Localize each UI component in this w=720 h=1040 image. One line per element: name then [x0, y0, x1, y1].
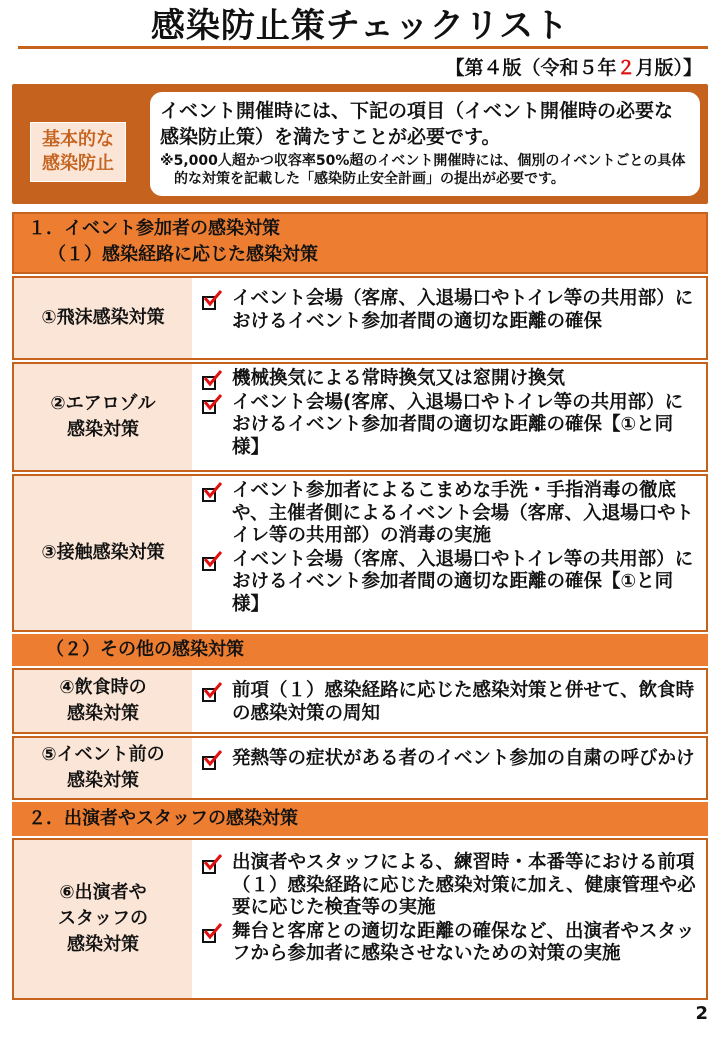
- checkbox-checked-icon: [202, 394, 224, 414]
- checkbox-checked-icon: [202, 682, 224, 702]
- row-contact: [12, 474, 708, 632]
- title-divider: [18, 46, 708, 49]
- checklist-item-text: 出演者やスタッフによる、練習時・本番等における前項（１）感染経路に応じた感染対策に加え、健康管理や必要に応じた検査等の実施: [232, 852, 696, 918]
- row-content-eating: [202, 680, 696, 726]
- basic-prevention-text-panel: [150, 92, 700, 196]
- section-1-sub-1: （１）感染経路に応じた感染対策: [48, 244, 318, 265]
- checklist-item: [202, 368, 696, 391]
- checklist-item: [202, 921, 696, 966]
- section-1-title: １．イベント参加者の感染対策: [28, 218, 280, 239]
- section-1-header-frame: [12, 212, 708, 274]
- checklist-item-text: イベント参加者によるこまめな手洗・手指消毒の徹底や、主催者側によるイベント会場（客席、入退場口やトイレ等の共用部）の消毒の実施: [232, 480, 694, 546]
- row-content-droplet: [202, 288, 696, 334]
- checklist-item: [202, 852, 696, 920]
- checklist-item-text: イベント会場（客席、入退場口やトイレ等の共用部）におけるイベント参加者間の適切な距離の確保: [232, 288, 694, 332]
- row-label-before-event: ⑤イベント前の 感染対策: [14, 738, 192, 798]
- checkbox-checked-icon: [202, 923, 224, 943]
- row-label-contact: ③接触感染対策: [14, 476, 192, 630]
- checkbox-checked-icon: [202, 854, 224, 874]
- page-number: 2: [695, 1003, 708, 1024]
- edition-label: [445, 56, 702, 80]
- checklist-item-text: 前項（１）感染経路に応じた感染対策と併せて、飲食時の感染対策の周知: [232, 680, 695, 724]
- checklist-item-text: 機械換気による常時換気又は窓開け換気: [232, 368, 566, 389]
- row-content-performers-staff: [202, 852, 696, 967]
- row-performers-staff: [12, 838, 708, 1000]
- checklist-item-text: イベント会場(客席、入退場口やトイレ等の共用部）におけるイベント参加者間の適切な距離の確保【①と同様】: [232, 391, 684, 458]
- checkbox-checked-icon: [202, 370, 224, 390]
- checklist-item: [202, 392, 696, 460]
- row-label-droplet: ①飛沫感染対策: [14, 278, 192, 358]
- section-1-sub-2: （２）その他の感染対策: [12, 634, 708, 666]
- row-label-performers-staff: ⑥出演者や スタッフの 感染対策: [14, 840, 192, 998]
- checklist-item: [202, 288, 696, 333]
- basic-prevention-box: [12, 84, 708, 204]
- row-content-aerosol: [202, 368, 696, 460]
- row-droplet: [12, 276, 708, 360]
- edition-suffix: 月版）】: [635, 57, 702, 79]
- checkbox-checked-icon: [202, 290, 224, 310]
- basic-prevention-note: ※5,000人超かつ収容率50%超のイベント開催時には、個別のイベントごとの具体的な対策を記載した「感染防止安全計画」の提出が必要です。: [160, 153, 686, 187]
- section-2-title: ２．出演者やスタッフの感染対策: [12, 802, 708, 836]
- checklist-item-text: 舞台と客席との適切な距離の確保など、出演者やスタッフから参加者に感染させないための対策の実施: [232, 920, 695, 964]
- row-eating: [12, 668, 708, 734]
- checkbox-checked-icon: [202, 482, 224, 502]
- checklist-item-text: イベント会場（客席、入退場口やトイレ等の共用部）におけるイベント参加者間の適切な距離の確保【①と同様】: [232, 548, 694, 615]
- checklist-item: [202, 748, 696, 771]
- checkbox-checked-icon: [202, 551, 224, 571]
- row-aerosol: [12, 362, 708, 472]
- basic-prevention-main-text: イベント開催時には、下記の項目（イベント開催時の必要な感染防止策）を満たすことが必要です。: [160, 100, 674, 148]
- checklist-item: [202, 480, 696, 548]
- checklist-item: [202, 549, 696, 617]
- row-label-eating: ④飲食時の 感染対策: [14, 670, 192, 732]
- edition-month: ２: [616, 57, 636, 79]
- checklist-item: [202, 680, 696, 725]
- row-content-before-event: [202, 748, 696, 772]
- checkbox-checked-icon: [202, 750, 224, 770]
- row-before-event: [12, 736, 708, 800]
- page-title: 感染防止策チェックリスト: [150, 6, 570, 46]
- edition-prefix: 【第４版（令和５年: [445, 57, 617, 79]
- basic-prevention-label: 基本的な 感染防止: [30, 122, 126, 182]
- checklist-item-text: 発熱等の症状がある者のイベント参加の自粛の呼びかけ: [232, 748, 695, 769]
- row-content-contact: [202, 480, 696, 617]
- row-label-aerosol: ②エアロゾル 感染対策: [14, 364, 192, 470]
